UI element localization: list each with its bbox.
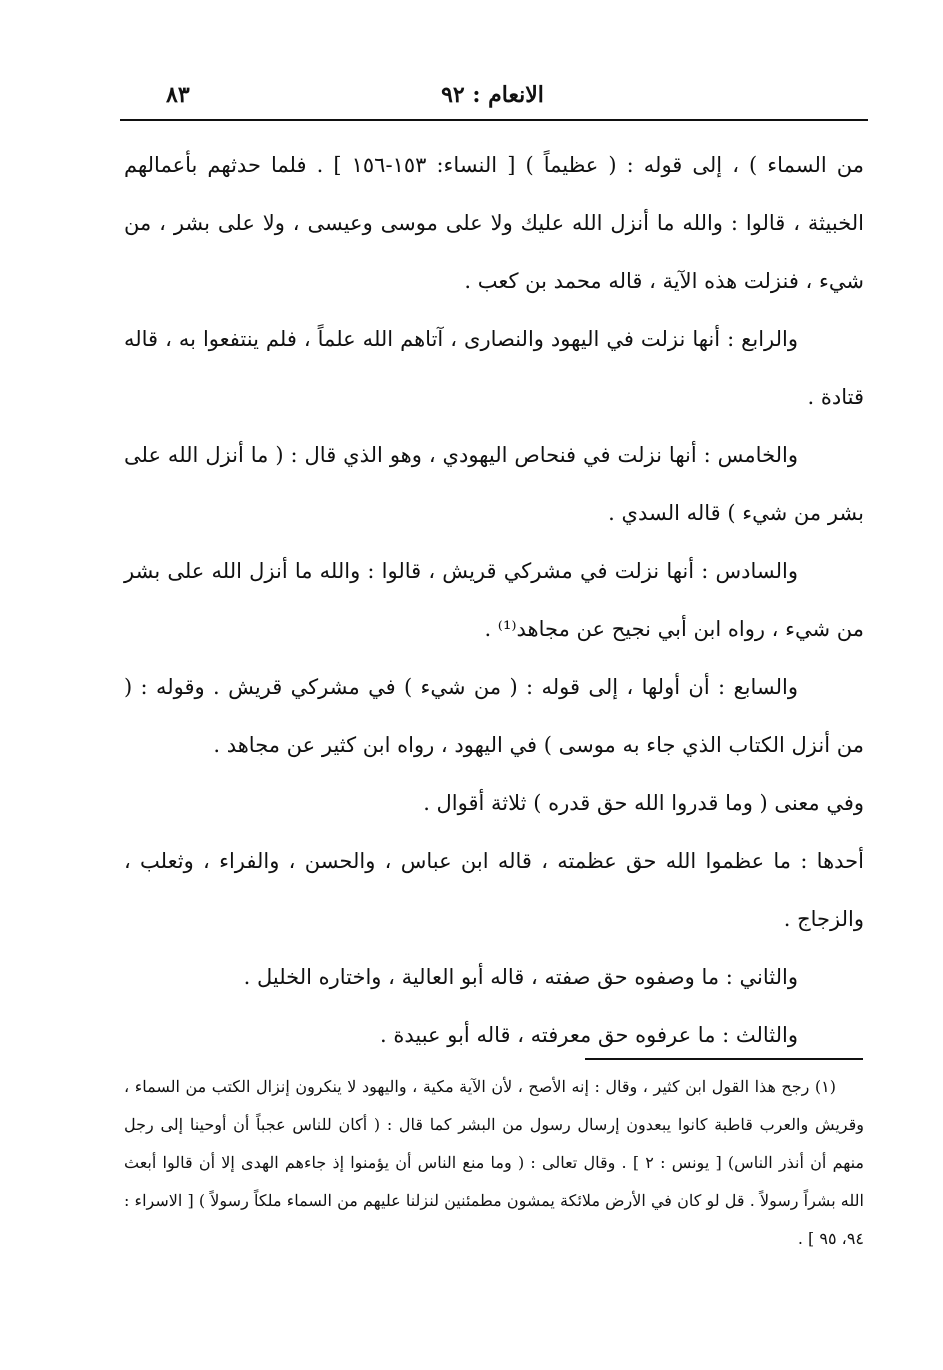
page-header bbox=[120, 78, 865, 116]
paragraph-fifth-opinion: والخامس : أنها نزلت في فنحاص اليهودي ، وهو الذي قال : ( ما أنزل الله على بشر من شيء ) قاله السدي . bbox=[124, 443, 864, 525]
footnotes bbox=[124, 1068, 864, 1258]
paragraph-seventh-opinion: والسابع : أن أولها ، إلى قوله : ( من شيء ) في مشركي قريش . وقوله : ( من أنزل الكتاب الذي جاء به موسى ) في اليهود ، رواه ابن كثير عن مجاهد . bbox=[124, 675, 864, 757]
header-divider bbox=[120, 119, 868, 121]
paragraph-sixth-opinion: والسادس : أنها نزلت في مشركي قريش ، قالوا : والله ما أنزل الله على بشر من شيء ، رواه ابن أبي نجيح عن مجاهد⁽¹⁾ . bbox=[124, 559, 864, 641]
page-number: ٨٣ bbox=[166, 82, 190, 108]
paragraph-first-meaning: أحدها : ما عظموا الله حق عظمته ، قاله ابن عباس ، والحسن ، والفراء ، وثعلب ، والزجاج . bbox=[124, 849, 864, 931]
paragraph-continuation: من السماء ) ، إلى قوله : ( عظيماً ) [ النساء: ١٥٣-١٥٦ ] . فلما حدثهم بأعمالهم الخبيثة ، قالوا : والله ما أنزل الله عليك ولا على موسى وعيسى ، ولا على بشر ، من شيء ، فنزلت هذه الآية ، قاله محمد بن كعب . bbox=[124, 153, 864, 293]
main-text bbox=[124, 136, 864, 1064]
footnote-divider bbox=[585, 1058, 863, 1060]
paragraph-second-meaning: والثاني : ما وصفوه حق صفته ، قاله أبو العالية ، واختاره الخليل . bbox=[243, 965, 798, 989]
paragraph-meaning-intro: وفي معنى ( وما قدروا الله حق قدره ) ثلاثة أقوال . bbox=[423, 791, 864, 815]
paragraph-third-meaning: والثالث : ما عرفوه حق معرفته ، قاله أبو عبيدة . bbox=[379, 1023, 798, 1047]
paragraph-fourth-opinion: والرابع : أنها نزلت في اليهود والنصارى ، آتاهم الله علماً ، فلم ينتفعوا به ، قاله قتادة . bbox=[124, 327, 864, 409]
running-head-title: الانعام : ٩٢ bbox=[441, 82, 544, 108]
footnote-1: (١) رجح هذا القول ابن كثير ، وقال : إنه الأصح ، لأن الآية مكية ، واليهود لا ينكرون إنزال الكتب من السماء ، وقريش والعرب قاطبة كانوا يبعدون إرسال رسول من البشر كما قال : ( أكان للناس عجباً أن أوحينا إلى رجل منهم أن أنذر الناس) [ يونس : ٢ ] . وقال تعالى : ( وما منع الناس أن يؤمنوا إذ جاءهم الهدى إلا أن قالوا أبعث الله بشراً رسولاً . قل لو كان في الأرض ملائكة يمشون مطمئنين لنزلنا عليهم من السماء ملكاً رسولاً ) [ الاسراء : ٩٤، ٩٥ ] . bbox=[124, 1077, 864, 1248]
